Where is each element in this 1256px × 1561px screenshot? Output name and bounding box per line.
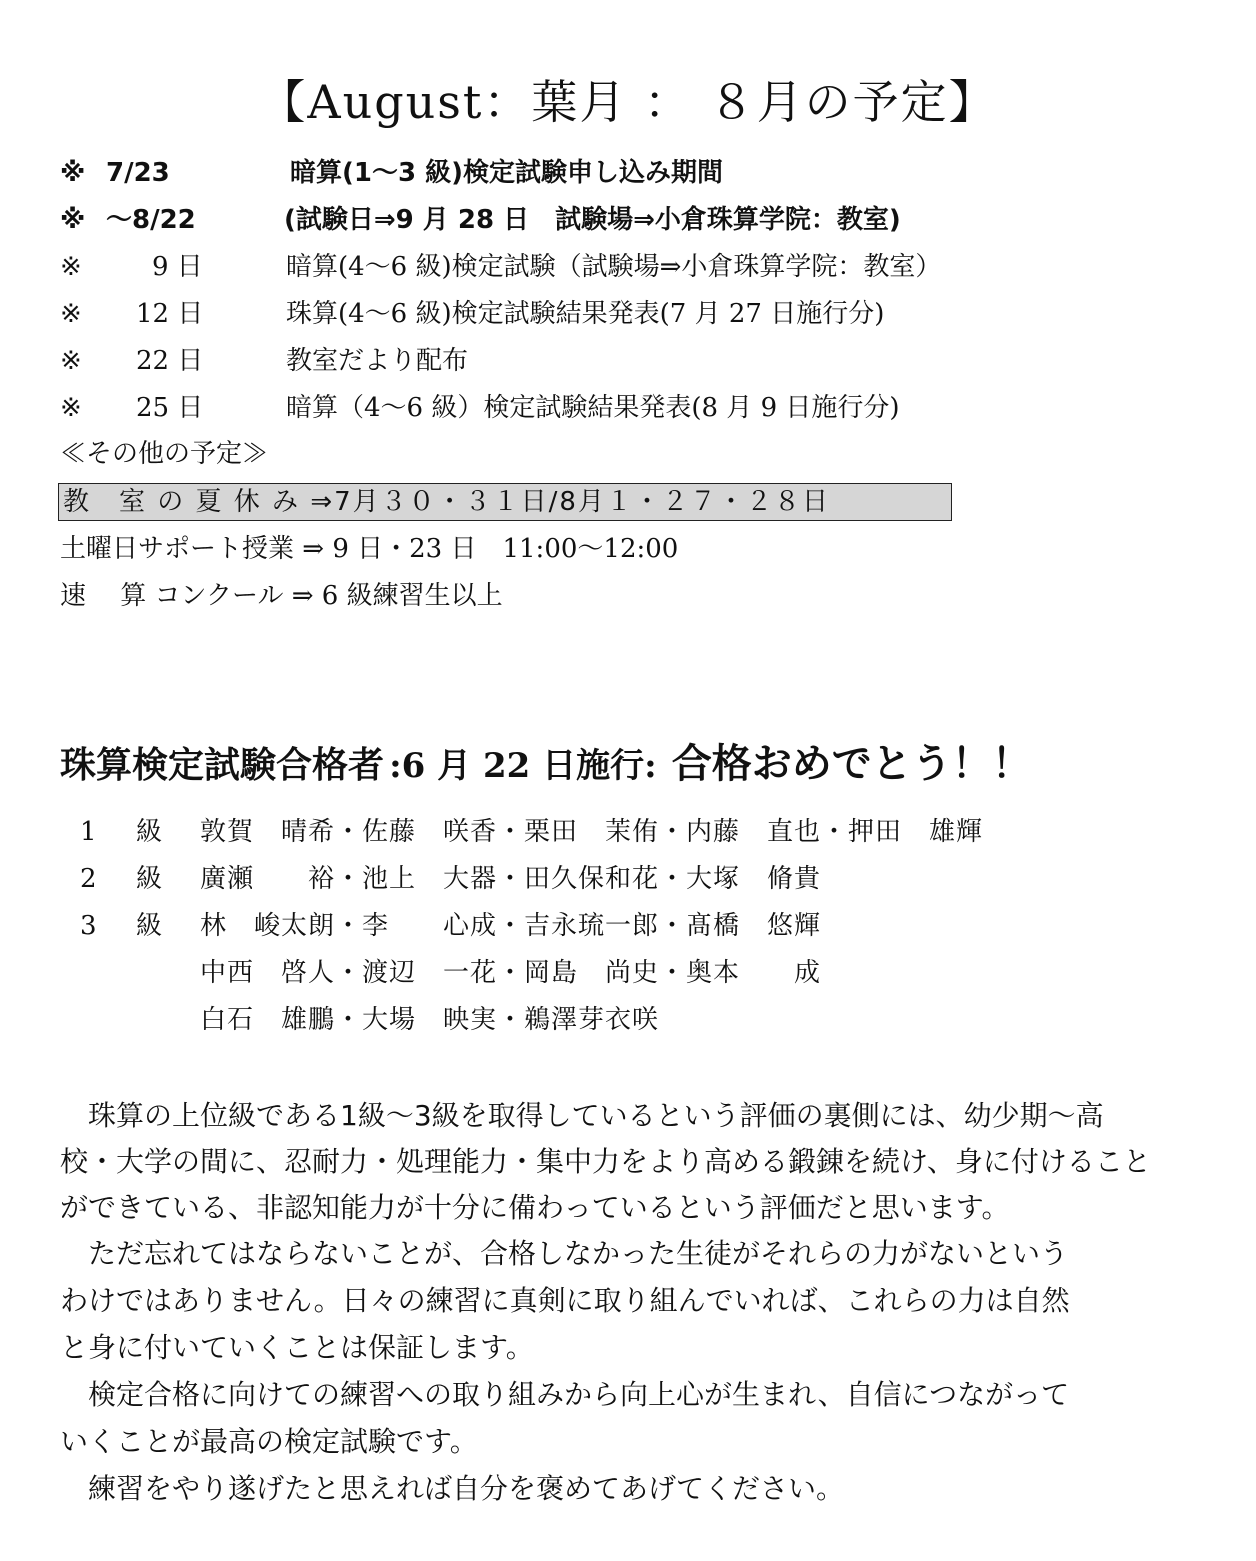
grade-label: 級 [136, 864, 163, 894]
schedule-desc: 暗算(1～3 級)検定試験申し込み期間 [290, 158, 723, 188]
saturday-class-line: 土曜日サポート授業 ⇒ 9 日・23 日 11:00～12:00 [60, 534, 679, 564]
schedule-date: 9 日 [152, 252, 203, 282]
grade-number: 2 [80, 864, 97, 894]
message-line: ができている、非認知能力が十分に備わっているという評価だと思います。 [60, 1191, 1010, 1224]
grade-number: 3 [80, 911, 97, 941]
passers-heading [60, 736, 1032, 800]
note-mark: ※ [60, 158, 86, 188]
message-line: と身に付いていくことは保証します。 [60, 1331, 534, 1364]
message-line: わけではありません。日々の練習に真剣に取り組んでいれば、これらの力は自然 [60, 1284, 1070, 1317]
message-line: 校・大学の間に、忍耐力・処理能力・集中力をより高める鍛錬を続け、身に付けること [60, 1145, 1151, 1178]
message-line: 珠算の上位級である1級～3級を取得しているという評価の裏側には、幼少期～高 [60, 1099, 1104, 1132]
passers-title: 珠算検定試験合格者 [60, 745, 385, 786]
schedule-date: 7/23 [106, 158, 170, 188]
contest-line: 速 算 コンクール ⇒ 6 級練習生以上 [60, 581, 503, 611]
note-mark: ※ [60, 252, 82, 282]
message-line: 練習をやり遂げたと思えれば自分を褒めてあげてください。 [60, 1472, 845, 1505]
passer-names: 中西 啓人・渡辺 一花・岡島 尚史・奥本 成 [200, 958, 822, 988]
other-schedule-heading: ≪その他の予定≫ [60, 439, 269, 469]
grade-label: 級 [136, 817, 163, 847]
note-mark: ※ [60, 299, 82, 329]
grade-label: 級 [136, 911, 163, 941]
schedule-desc: (試験日⇒9 月 28 日 試験場⇒小倉珠算学院：教室) [284, 205, 901, 235]
schedule-desc: 珠算(4～6 級)検定試験結果発表(7 月 27 日施行分) [286, 299, 885, 329]
schedule-desc: 暗算(4～6 級)検定試験（試験場⇒小倉珠算学院：教室） [286, 252, 942, 282]
schedule-date: 25 日 [136, 393, 204, 423]
message-line: ただ忘れてはならないことが、合格しなかった生徒がそれらの力がないという [60, 1237, 1069, 1270]
schedule-date: 12 日 [136, 299, 204, 329]
congrats-text: 合格おめでとう！！ [671, 741, 1032, 787]
passer-names: 白石 雄鵬・大場 映実・鵜澤芽衣咲 [200, 1005, 660, 1035]
page-title: 【August：葉月 ： ８月の予定】 [259, 75, 997, 129]
note-mark: ※ [60, 393, 82, 423]
schedule-desc: 暗算（4～6 級）検定試験結果発表(8 月 9 日施行分) [286, 393, 900, 423]
note-mark: ※ [60, 205, 86, 235]
schedule-desc: 教室だより配布 [286, 346, 469, 376]
passer-names: 林 峻太朗・李 心成・吉永琉一郎・髙橋 悠輝 [200, 911, 822, 941]
schedule-date: ～8/22 [106, 205, 196, 235]
passer-names: 廣瀬 裕・池上 大器・田久保和花・大塚 脩貴 [200, 864, 822, 894]
passer-names: 敦賀 晴希・佐藤 咲香・栗田 茉侑・内藤 直也・押田 雄輝 [200, 817, 984, 847]
message-line: 検定合格に向けての練習への取り組みから向上心が生まれ、自信につながって [60, 1378, 1070, 1411]
summer-vacation-box: 教 室 の 夏 休 み ⇒7月３０・３１日/8月１・２７・２８日 [58, 483, 952, 521]
grade-number: 1 [80, 817, 97, 847]
message-line: いくことが最高の検定試験です。 [60, 1425, 478, 1458]
note-mark: ※ [60, 346, 82, 376]
exam-date: :6 月 22 日施行: [389, 746, 657, 786]
schedule-date: 22 日 [136, 346, 204, 376]
